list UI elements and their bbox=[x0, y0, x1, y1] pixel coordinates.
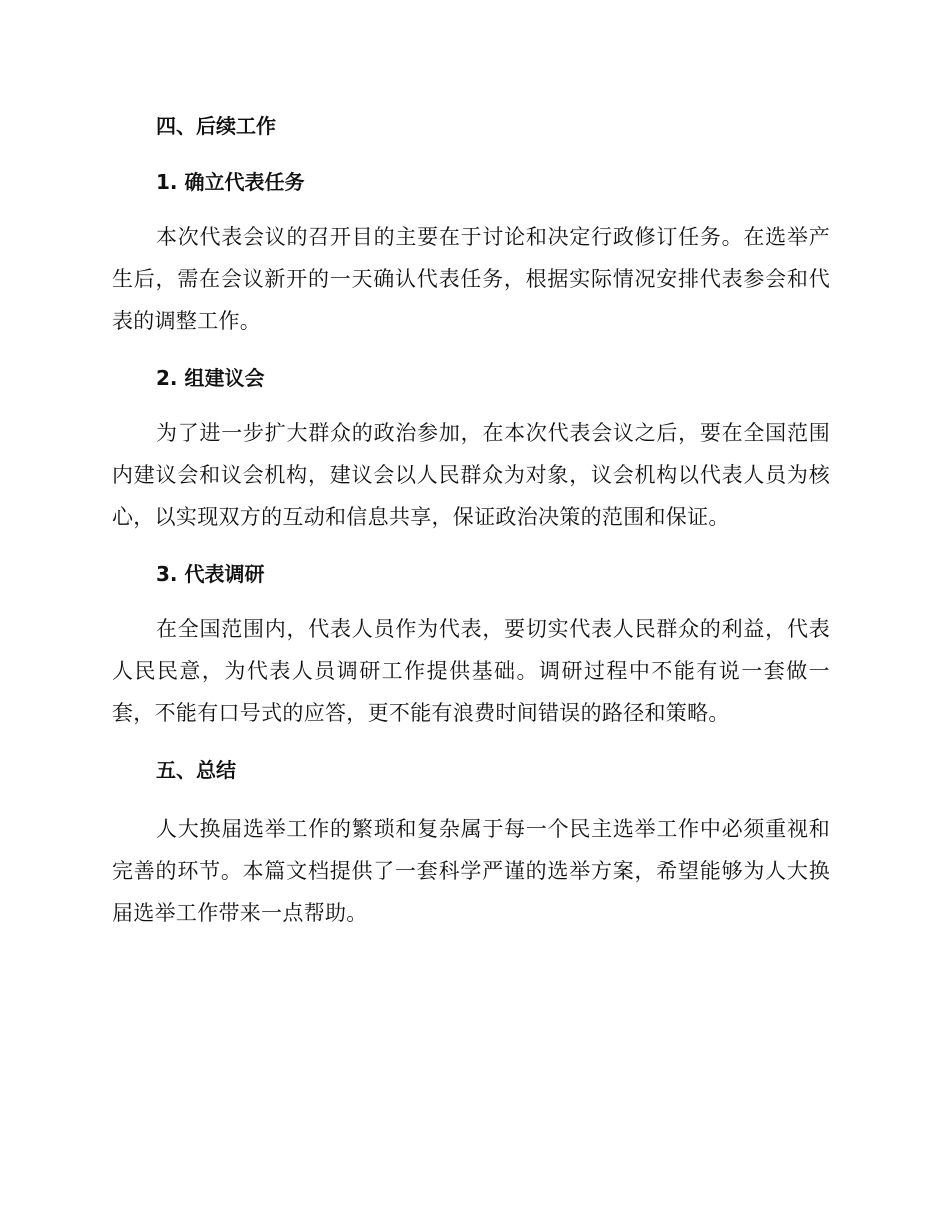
paragraph-council: 为了进一步扩大群众的政治参加，在本次代表会议之后，要在全国范围内建议会和议会机构，建议会以人民群众为对象，议会机构以代表人员为核心，以实现双方的互动和信息共享，保证政治决策的范围和保证。 bbox=[112, 421, 830, 529]
subsection-title-council: 2. 组建议会 bbox=[156, 366, 265, 390]
subsection-title-tasks: 1. 确立代表任务 bbox=[156, 170, 305, 194]
paragraph-tasks: 本次代表会议的召开目的主要在于讨论和决定行政修订任务。在选举产生后，需在会议新开的一天确认代表任务，根据实际情况安排代表参会和代表的调整工作。 bbox=[112, 225, 830, 333]
document-page bbox=[112, 108, 830, 952]
paragraph-research: 在全国范围内，代表人员作为代表，要切实代表人民群众的利益，代表人民民意，为代表人员调研工作提供基础。调研过程中不能有说一套做一套，不能有口号式的应答，更不能有浪费时间错误的路径和策略。 bbox=[112, 617, 830, 725]
paragraph-summary: 人大换届选举工作的繁琐和复杂属于每一个民主选举工作中必须重视和完善的环节。本篇文档提供了一套科学严谨的选举方案，希望能够为人大换届选举工作带来一点帮助。 bbox=[112, 817, 830, 925]
subsection-title-research: 3. 代表调研 bbox=[156, 562, 265, 586]
section-heading-summary: 五、总结 bbox=[156, 758, 236, 782]
section-heading-followup: 四、后续工作 bbox=[156, 114, 276, 138]
